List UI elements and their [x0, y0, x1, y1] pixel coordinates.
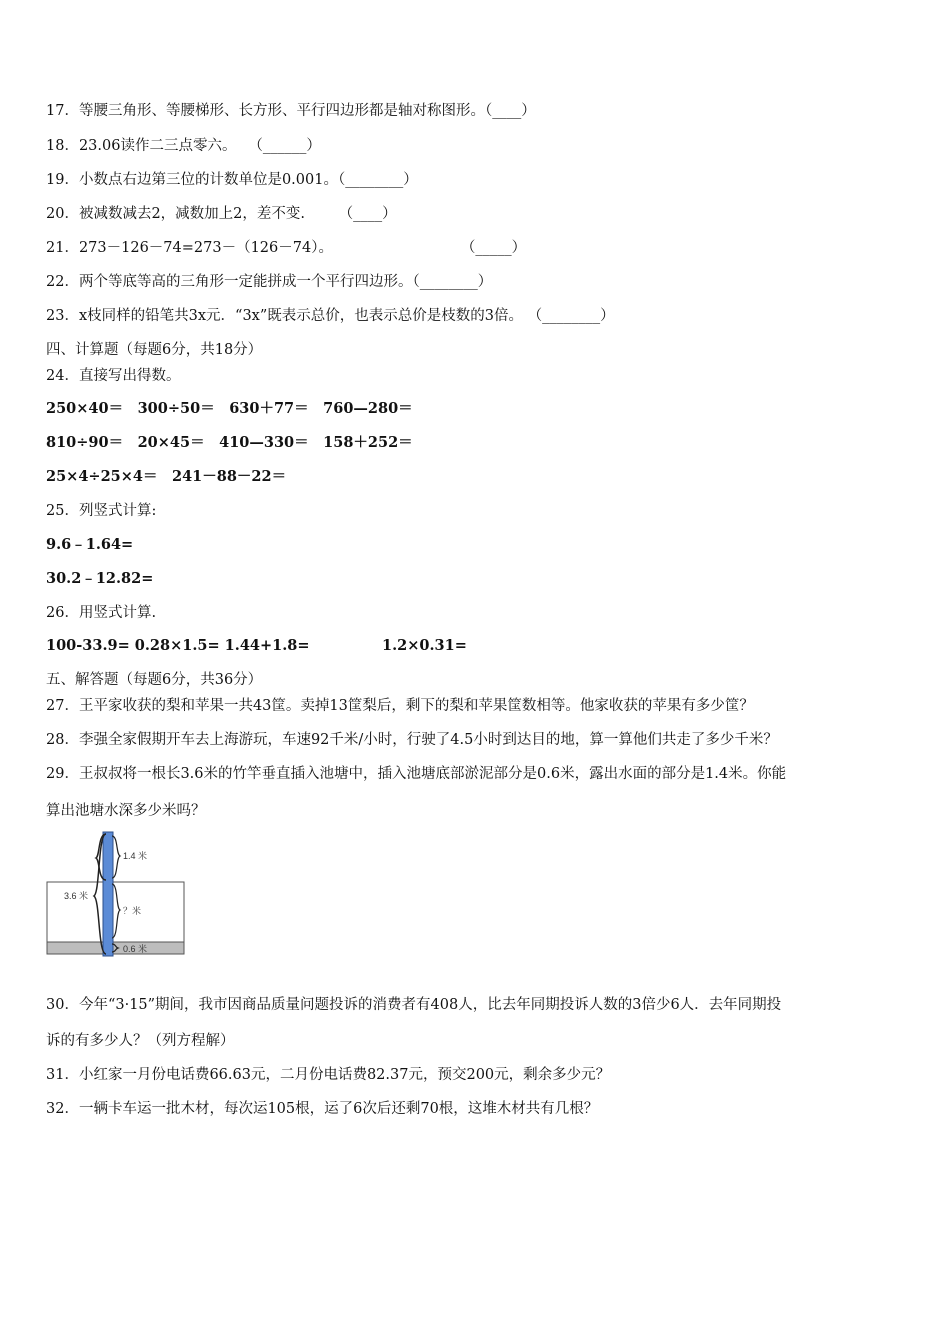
question-26-row-1: 100-33.9= 0.28×1.5= 1.44+1.8= 1.2×0.31= [46, 637, 467, 654]
question-24-row-2: 810÷90＝ 20×45＝ 410—330＝ 158＋252＝ [46, 434, 413, 451]
question-29-line-1: 29．王叔叔将一根长3.6米的竹竿垂直插入池塘中，插入池塘底部淤泥部分是0.6米，露出水面的部分是1.4米。你能 [46, 766, 787, 782]
pond-mud [47, 942, 184, 954]
section-4-heading: 四、计算题（每题6分，共18分） [46, 342, 263, 358]
question-32: 32．一辆卡车运一批木材，每次运105根，运了6次后还剩70根，这堆木材共有几根？ [46, 1101, 599, 1117]
question-24-row-3: 25×4÷25×4＝ 241－88－22＝ [46, 468, 287, 485]
label-water-depth: ？米 [123, 906, 142, 916]
question-30-line-2: 诉的有多少人？（列方程解） [46, 1033, 235, 1049]
question-29-line-2: 算出池塘水深多少米吗？ [46, 803, 206, 819]
question-21: 21．273－126－74=273－（126－74）。 （_____） [46, 240, 527, 256]
question-25-row-2: 30.2﹣12.82= [46, 570, 154, 587]
label-mud: 0.6 米 [123, 944, 148, 954]
question-31: 31．小红家一月份电话费66.63元，二月份电话费82.37元，预交200元，剩余多少元？ [46, 1067, 611, 1083]
question-25-title: 25．列竖式计算: [46, 503, 157, 519]
question-19: 19．小数点右边第三位的计数单位是0.001。（________） [46, 172, 418, 188]
question-24-title: 24．直接写出得数。 [46, 368, 181, 384]
question-24-row-1: 250×40＝ 300÷50＝ 630＋77＝ 760—280＝ [46, 400, 413, 417]
section-5-heading: 五、解答题（每题6分，共36分） [46, 672, 263, 688]
question-27: 27．王平家收获的梨和苹果一共43筐。卖掉13筐梨后，剩下的梨和苹果筐数相等。他家收获的苹果有多少筐？ [46, 698, 754, 714]
question-18: 18．23.06读作二三点零六。 （______） [46, 138, 321, 154]
question-28: 28．李强全家假期开车去上海游玩，车速92千米/小时，行驶了4.5小时到达目的地，算一算他们共走了多少千米？ [46, 732, 778, 748]
question-30-line-1: 30．今年“3·15”期间，我市因商品质量问题投诉的消费者有408人，比去年同期投诉人数的3倍少6人．去年同期投 [46, 997, 782, 1013]
label-pole-length: 3.6 米 [64, 891, 89, 901]
pond-pole-figure [46, 830, 186, 960]
question-25-row-1: 9.6﹣1.64= [46, 536, 134, 553]
bamboo-pole [103, 832, 113, 956]
question-22: 22．两个等底等高的三角形一定能拼成一个平行四边形。（________） [46, 274, 493, 290]
question-26-title: 26．用竖式计算. [46, 605, 157, 621]
question-20: 20．被减数减去2，减数加上2，差不变. （____） [46, 206, 397, 222]
question-23: 23．x枝同样的铅笔共3x元．“3x”既表示总价，也表示总价是枝数的3倍。 （________） [46, 308, 615, 324]
question-17: 17．等腰三角形、等腰梯形、长方形、平行四边形都是轴对称图形。（____） [46, 103, 536, 119]
label-exposed: 1.4 米 [123, 851, 148, 861]
